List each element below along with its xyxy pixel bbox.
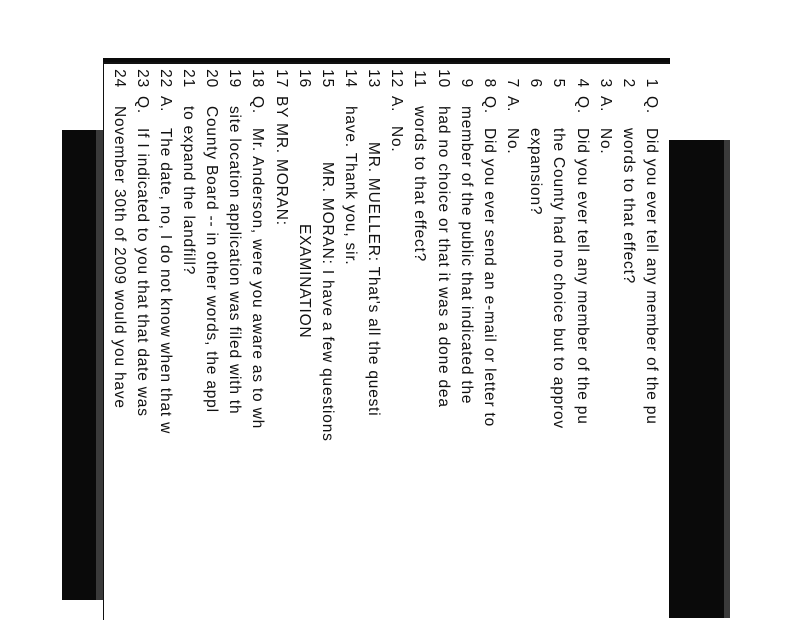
- transcript-line: [315, 64, 339, 620]
- line-text: expansion?: [527, 128, 545, 216]
- line-number: 21: [180, 69, 197, 88]
- speaker-prefix: Q.: [133, 96, 151, 114]
- line-number: 7: [504, 78, 522, 88]
- line-text: have. Thank you, sir.: [342, 106, 360, 266]
- line-number: 22: [156, 69, 174, 88]
- transcript-line: [639, 64, 663, 620]
- line-text: words to that effect?: [619, 128, 637, 285]
- transcript-line: [500, 64, 524, 620]
- line-text: MR. MUELLER: That's all the questi: [365, 142, 383, 417]
- line-text: No.: [388, 126, 406, 153]
- line-text: County Board -- in other words, the appl: [203, 106, 221, 413]
- line-text: to expand the landfill?: [180, 106, 197, 276]
- line-text: the County had no choice but to approv: [550, 128, 568, 429]
- line-number: 3: [596, 78, 614, 88]
- line-number: 12: [388, 69, 406, 88]
- line-text: EXAMINATION: [295, 224, 313, 339]
- transcript-line: [245, 64, 269, 620]
- speaker-prefix: A.: [596, 96, 614, 113]
- line-text: site location application was filed with th: [226, 106, 244, 415]
- line-text: Did you ever tell any member of the pu: [643, 128, 660, 425]
- line-number: 23: [133, 69, 151, 88]
- line-number: 11: [411, 70, 429, 88]
- line-text: November 30th of 2009 would you have: [110, 106, 128, 409]
- speaker-prefix: A.: [504, 96, 522, 113]
- transcript-line: [570, 64, 594, 620]
- line-text: If I indicated to you that that date was: [133, 128, 151, 417]
- line-number: 14: [342, 69, 360, 88]
- transcript-line: [130, 64, 154, 620]
- line-number: 16: [295, 69, 313, 88]
- line-text: No.: [596, 128, 614, 155]
- speaker-prefix: Q.: [573, 96, 591, 114]
- line-number: 19: [226, 69, 244, 88]
- line-text: words to that effect?: [411, 106, 429, 263]
- line-text: The date, no, I do not know when that w: [156, 128, 174, 435]
- line-text: MR. MORAN: I have a few questions: [318, 162, 336, 442]
- line-number: 5: [550, 78, 568, 88]
- line-number: 18: [249, 69, 267, 88]
- line-number: 6: [527, 78, 545, 88]
- line-number: 2: [619, 78, 637, 88]
- transcript-line: [199, 64, 223, 620]
- line-text: Did you ever tell any member of the pu: [573, 128, 591, 425]
- transcript-line: [292, 64, 316, 620]
- transcript-line: [477, 64, 501, 620]
- transcript-line: [107, 64, 131, 620]
- transcript-line: [361, 64, 385, 620]
- line-number: 8: [480, 78, 498, 88]
- line-number: 4: [573, 78, 591, 88]
- scan-shadow-right: [668, 140, 726, 618]
- speaker-prefix: Q.: [249, 96, 267, 114]
- line-number: 1: [643, 78, 660, 88]
- transcript-line: [523, 64, 547, 620]
- line-number: 9: [457, 78, 475, 88]
- transcript-line: [431, 64, 455, 620]
- line-number: 15: [318, 69, 336, 88]
- transcript-line: [616, 64, 640, 620]
- line-text: Mr. Anderson, were you aware as to wh: [249, 128, 267, 429]
- transcript-line: [454, 64, 478, 620]
- transcript-line: [176, 64, 200, 620]
- line-number: 13: [365, 69, 383, 88]
- speaker-prefix: Q.: [643, 96, 660, 114]
- speaker-prefix: A.: [388, 96, 406, 113]
- speaker-prefix: A.: [156, 96, 174, 113]
- line-number: 10: [434, 69, 452, 88]
- transcript-line: [408, 64, 432, 620]
- transcript-line: [222, 64, 246, 620]
- transcript-line: [384, 64, 408, 620]
- line-text: BY MR. MORAN:: [272, 96, 290, 226]
- line-text: No.: [504, 128, 522, 155]
- scan-shadow-right-edge: [724, 140, 730, 618]
- transcript-line: [593, 64, 617, 620]
- transcript-page: [103, 62, 669, 620]
- transcript-line: [153, 64, 177, 620]
- line-text: member of the public that indicated the: [457, 106, 475, 405]
- line-number: 17: [272, 69, 290, 88]
- transcript-line: [338, 64, 362, 620]
- line-text: Did you ever send an e-mail or letter to: [480, 128, 498, 428]
- line-number: 24: [110, 69, 128, 88]
- rotated-transcript-body: [104, 64, 669, 620]
- line-number: 20: [203, 69, 221, 88]
- line-text: had no choice or that it was a done dea: [434, 106, 452, 408]
- speaker-prefix: Q.: [480, 96, 498, 114]
- transcript-line: [269, 64, 293, 620]
- transcript-line: [546, 64, 570, 620]
